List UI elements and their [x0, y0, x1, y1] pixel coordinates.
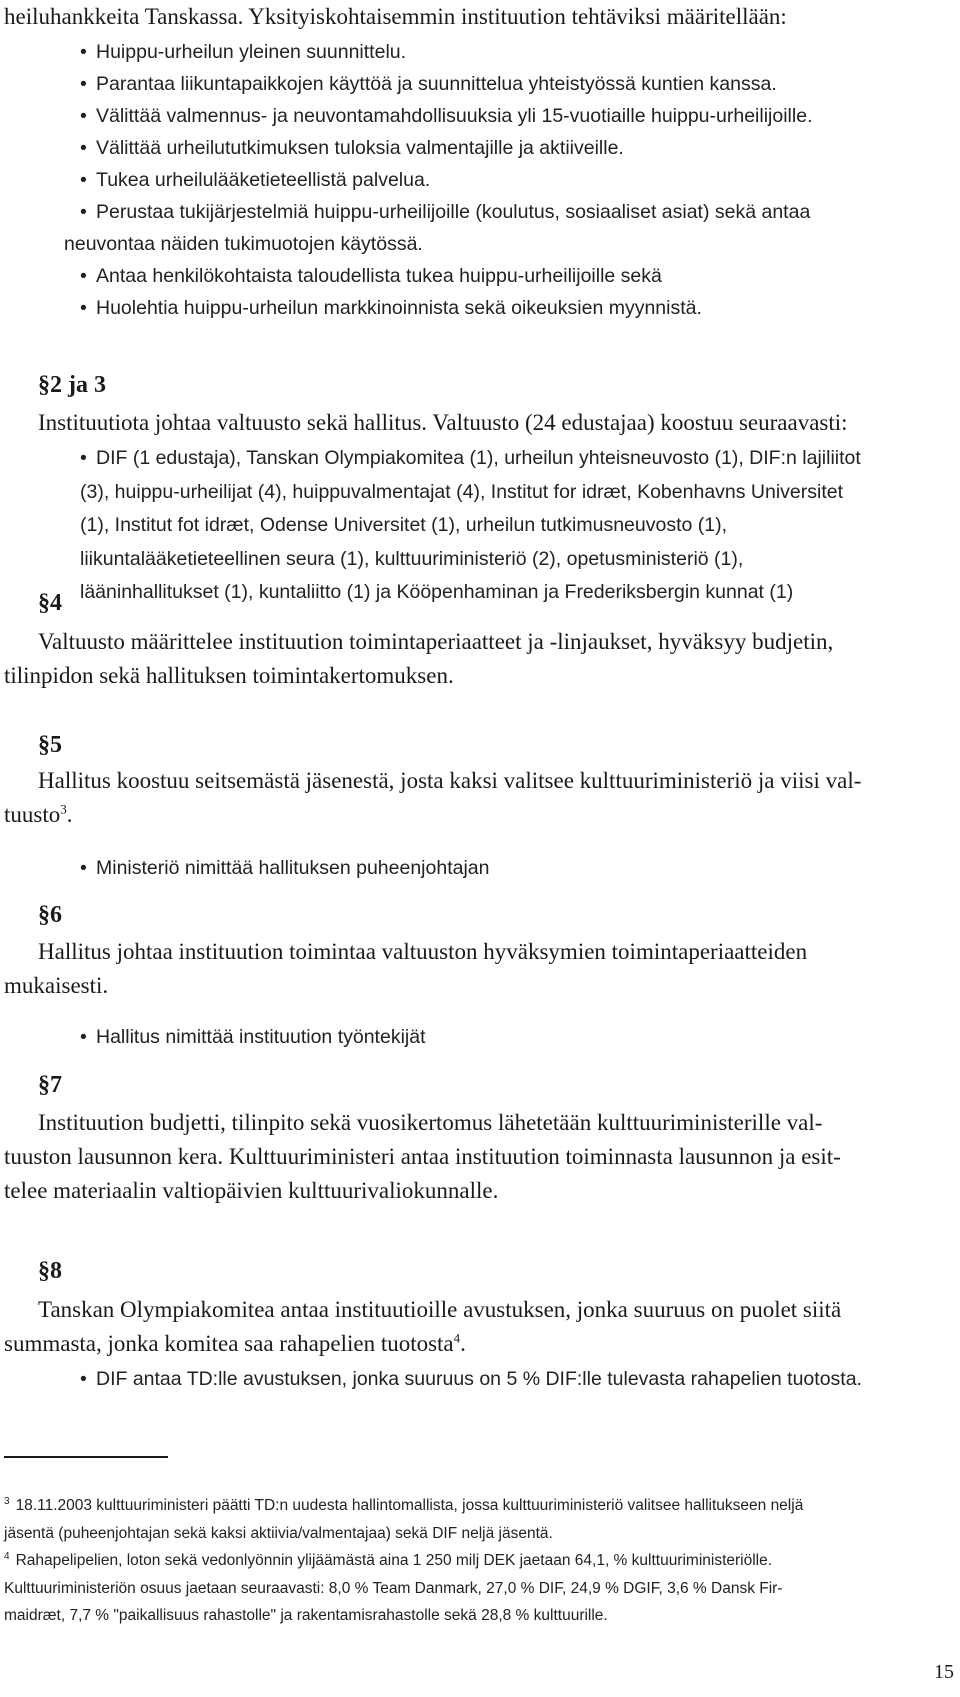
section-heading-7: §7 [38, 1072, 62, 1098]
section-heading-5: §5 [38, 732, 62, 758]
list-item [80, 442, 861, 610]
section-2-3-text [38, 406, 848, 440]
text-line: Kulttuuriministeriön osuus jaetaan seuraavasti: 8,0 % Team Danmark, 27,0 % DIF, 24,9 % DGIF, 3,6 % Dansk Fir- [4, 1579, 783, 1597]
list-item: • Ministeriö nimittää hallituksen puheenjohtajan [80, 853, 490, 883]
text-line: Instituutiota johtaa valtuusto sekä hallitus. Valtuusto (24 edustajaa) koostuu seuraavasti: [38, 410, 848, 435]
list-item: • Välittää urheilututkimuksen tuloksia valmentajille ja aktiiveille. [80, 132, 812, 164]
text-fragment: summasta, jonka komitea saa rahapelien tuotosta [4, 1331, 454, 1356]
text-line: liikuntalääketieteellinen seura (1), kulttuuriministeriö (2), opetusministeriö (1), [80, 547, 744, 570]
page-number: 15 [934, 1661, 954, 1683]
text-line: (1), Institut fot idræt, Odense Universitet (1), urheilun tutkimusneuvosto (1), [80, 514, 728, 536]
intro-text: heiluhankkeita Tanskassa. Yksityiskohtaisemmin instituution tehtäviksi määritellään: [4, 4, 787, 29]
list-item: • Välittää valmennus- ja neuvontamahdollisuuksia yli 15-vuotiaille huippu-urheilijoille. [80, 100, 812, 132]
section-4-text [4, 625, 833, 693]
list-item: • Parantaa liikuntapaikkojen käyttöä ja suunnittelua yhteistyössä kuntien kanssa. [80, 68, 812, 100]
text-line: DIF (1 edustaja), Tanskan Olympiakomitea (1), urheilun yhteisneuvosto (1), DIF:n lajiliitot [96, 447, 861, 469]
text-line: tilinpidon sekä hallituksen toimintakertomuksen. [4, 663, 454, 688]
footnote-divider [4, 1456, 168, 1458]
section-5-text [4, 764, 861, 832]
text-line: Instituution budjetti, tilinpito sekä vuosikertomus lähetetään kulttuuriministerille val- [38, 1110, 823, 1135]
text-line: telee materiaalin valtiopäivien kulttuurivaliokunnalle. [4, 1178, 499, 1203]
section-heading-6: §6 [38, 902, 62, 928]
text-line: Hallitus koostuu seitsemästä jäsenestä, josta kaksi valitsee kulttuuriministeriö ja viisi val- [38, 768, 862, 793]
list-item: • DIF antaa TD:lle avustuksen, jonka suuruus on 5 % DIF:lle tulevasta rahapelien tuotosta. [80, 1364, 862, 1394]
footnote-4 [4, 1547, 944, 1575]
section-8-text [4, 1293, 841, 1361]
text-line: Hallitus johtaa instituution toimintaa valtuuston hyväksymien toimintaperiaatteiden [38, 939, 808, 964]
footnote-ref-4: 4 [453, 1330, 461, 1346]
task-list [64, 36, 813, 324]
footnote-mark: 4 [4, 1550, 10, 1562]
section-heading-8: §8 [38, 1258, 62, 1284]
list-item: • Huolehtia huippu-urheilun markkinoinnista sekä oikeuksien myynnistä. [80, 292, 812, 324]
text-line: (3), huippu-urheilijat (4), huippuvalmentajat (4), Institut for idræt, Kobenhavns Universitet [80, 480, 844, 503]
section-7-text [4, 1106, 841, 1208]
text-fragment: . [66, 802, 73, 827]
council-members-list [80, 442, 861, 610]
section-6-bullets [80, 1022, 426, 1052]
text-fragment: tuusto [4, 802, 61, 827]
section-heading-2-3: §2 ja 3 [38, 372, 106, 398]
list-item-continuation: neuvontaa näiden tukimuotojen käytössä. [64, 233, 423, 255]
text-line [4, 1327, 841, 1361]
text-line: maidræt, 7,7 % "paikallisuus rahastolle" ja rakentamisrahastolle sekä 28,8 % kulttuurille. [4, 1607, 608, 1624]
text-fragment: . [460, 1331, 466, 1356]
text-fragment: Rahapelipelien, loton sekä vedonlyönnin ylijäämästä aina 1 250 milj DEK jaetaan 64,1, % kulttuuriministeriölle. [15, 1552, 773, 1569]
text-line: jäsentä (puheenjohtajan sekä kaksi aktiivia/valmentajaa) sekä DIF neljä jäsentä. [4, 1524, 553, 1542]
footnote-ref-3: 3 [60, 801, 67, 817]
section-8-bullets [80, 1364, 862, 1394]
section-heading-4: §4 [38, 590, 62, 616]
list-item: • Huippu-urheilun yleinen suunnittelu. [80, 36, 812, 68]
text-line: Tanskan Olympiakomitea antaa instituutioille avustuksen, jonka suuruus on puolet siitä [38, 1297, 842, 1322]
text-line [4, 798, 861, 832]
section-6-text [4, 935, 807, 1003]
text-fragment: 18.11.2003 kulttuuriministeri päätti TD:n uudesta hallintomallista, jossa kulttuuriministeriö valitsee hallitukseen neljä [15, 1497, 804, 1514]
text-line: Valtuusto määrittelee instituution toimintaperiaatteet ja -linjaukset, hyväksyy budjetin, [38, 629, 834, 654]
footnote-mark: 3 [4, 1495, 10, 1507]
text-line: mukaisesti. [4, 973, 109, 998]
footnote-3 [4, 1492, 944, 1520]
list-item: • Tukea urheilulääketieteellistä palvelua. [80, 164, 812, 196]
list-item: • Hallitus nimittää instituution työntekijät [80, 1022, 426, 1052]
list-item: • Antaa henkilökohtaista taloudellista tukea huippu-urheilijoille sekä [80, 260, 812, 292]
footnotes [4, 1492, 944, 1630]
section-5-bullets [80, 853, 490, 883]
text-line: tuuston lausunnon kera. Kulttuuriministeri antaa instituution toiminnasta lausunnon ja esit- [4, 1144, 841, 1169]
list-item: • Perustaa tukijärjestelmiä huippu-urheilijoille (koulutus, sosiaaliset asiat) sekä antaa [80, 196, 812, 228]
text-line: lääninhallitukset (1), kuntaliitto (1) ja Kööpenhaminan ja Frederiksbergin kunnat (1) [80, 581, 794, 603]
